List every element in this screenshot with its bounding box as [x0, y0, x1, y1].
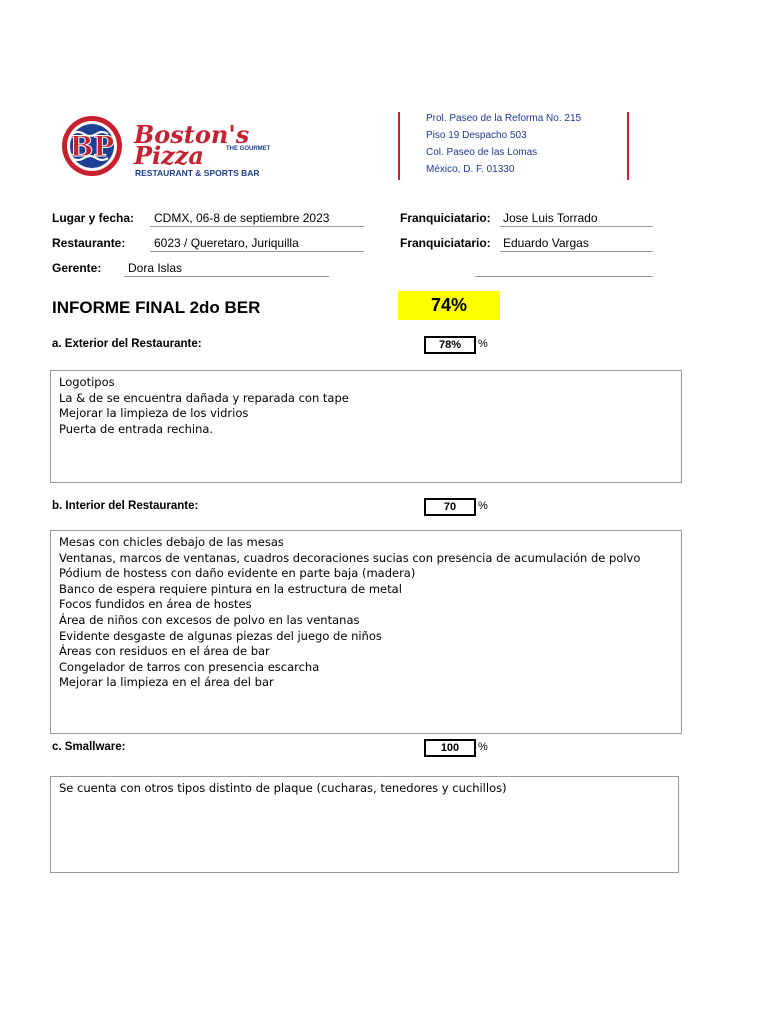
report-title: INFORME FINAL 2do BER — [52, 298, 261, 317]
section-b-note: Banco de espera requiere pintura en la estructura de metal — [59, 581, 402, 596]
gerente-label: Gerente: — [52, 261, 102, 275]
section-b-note: Focos fundidos en área de hostes — [59, 597, 252, 612]
section-c-notes — [50, 776, 679, 873]
blank-underline — [475, 276, 653, 277]
company-logo — [58, 114, 308, 184]
logo-brand-line1: Boston's — [134, 120, 250, 149]
section-a-unit: % — [478, 338, 488, 350]
restaurante-value: 6023 / Queretaro, Juriquilla — [154, 236, 299, 250]
section-b-note: Áreas con residuos en el área de bar — [59, 644, 270, 659]
section-a-score: 78% — [424, 336, 476, 354]
section-b-note: Mesas con chicles debajo de las mesas — [59, 535, 284, 549]
section-b-label: b. Interior del Restaurante: — [52, 500, 199, 512]
section-b-score: 70 — [424, 498, 476, 516]
section-b-note: Evidente desgaste de algunas piezas del juego de niños — [59, 628, 382, 643]
section-b-notes — [50, 530, 682, 734]
gerente-underline — [124, 276, 329, 277]
restaurante-label: Restaurante: — [52, 236, 126, 250]
section-a-note: Puerta de entrada rechina. — [59, 421, 214, 436]
section-a-note: La & de se encuentra dañada y reparada con tape — [59, 390, 349, 405]
franquiciatario-1-label: Franquiciatario: — [400, 211, 491, 225]
section-a-note: Mejorar la limpieza de los vidrios — [59, 406, 249, 421]
franquiciatario-2-value: Eduardo Vargas — [503, 236, 589, 250]
gerente-value: Dora Islas — [128, 261, 183, 275]
section-a-note: Logotipos — [59, 375, 115, 389]
logo-tagline: THE GOURMET — [226, 146, 271, 152]
restaurante-underline — [150, 251, 364, 252]
section-b-note: Ventanas, marcos de ventanas, cuadros decoraciones sucias con presencia de acumulación de polvo — [59, 550, 641, 565]
franquiciatario-2-label: Franquiciatario: — [400, 236, 491, 250]
section-c-score: 100 — [424, 739, 476, 757]
address-line-1: Prol. Paseo de la Reforma No. 215 — [426, 113, 582, 124]
franquiciatario-1-value: Jose Luis Torrado — [503, 211, 598, 225]
section-c-note: Se cuenta con otros tipos distinto de plaque (cucharas, tenedores y cuchillos) — [59, 781, 507, 795]
logo-mark: BP — [69, 130, 115, 163]
lugar-underline — [150, 226, 364, 227]
section-b-note: Mejorar la limpieza en el área del bar — [59, 675, 274, 690]
section-b-note: Congelador de tarros con presencia escarcha — [59, 659, 320, 674]
franquiciatario-1-underline — [500, 226, 653, 227]
address-line-2: Piso 19 Despacho 503 — [426, 130, 527, 141]
section-c-unit: % — [478, 741, 488, 753]
logo-subtitle: RESTAURANT & SPORTS BAR — [135, 168, 260, 178]
lugar-value: CDMX, 06-8 de septiembre 2023 — [154, 211, 330, 225]
address-line-4: México, D. F. 01330 — [426, 164, 515, 175]
section-b-unit: % — [478, 500, 488, 512]
section-c-label: c. Smallware: — [52, 741, 126, 753]
address-divider-left — [398, 112, 400, 180]
logo-brand-line2: Pizza — [134, 141, 204, 170]
section-b-note: Pódium de hostess con daño evidente en parte baja (madera) — [59, 566, 416, 581]
address-line-3: Col. Paseo de las Lomas — [426, 147, 538, 158]
address-divider-right — [627, 112, 629, 180]
section-a-label: a. Exterior del Restaurante: — [52, 338, 202, 350]
section-b-note: Área de niños con excesos de polvo en las ventanas — [59, 612, 360, 627]
lugar-label: Lugar y fecha: — [52, 211, 135, 225]
franquiciatario-2-underline — [500, 251, 653, 252]
section-a-notes — [50, 370, 682, 483]
overall-score: 74% — [398, 291, 500, 320]
